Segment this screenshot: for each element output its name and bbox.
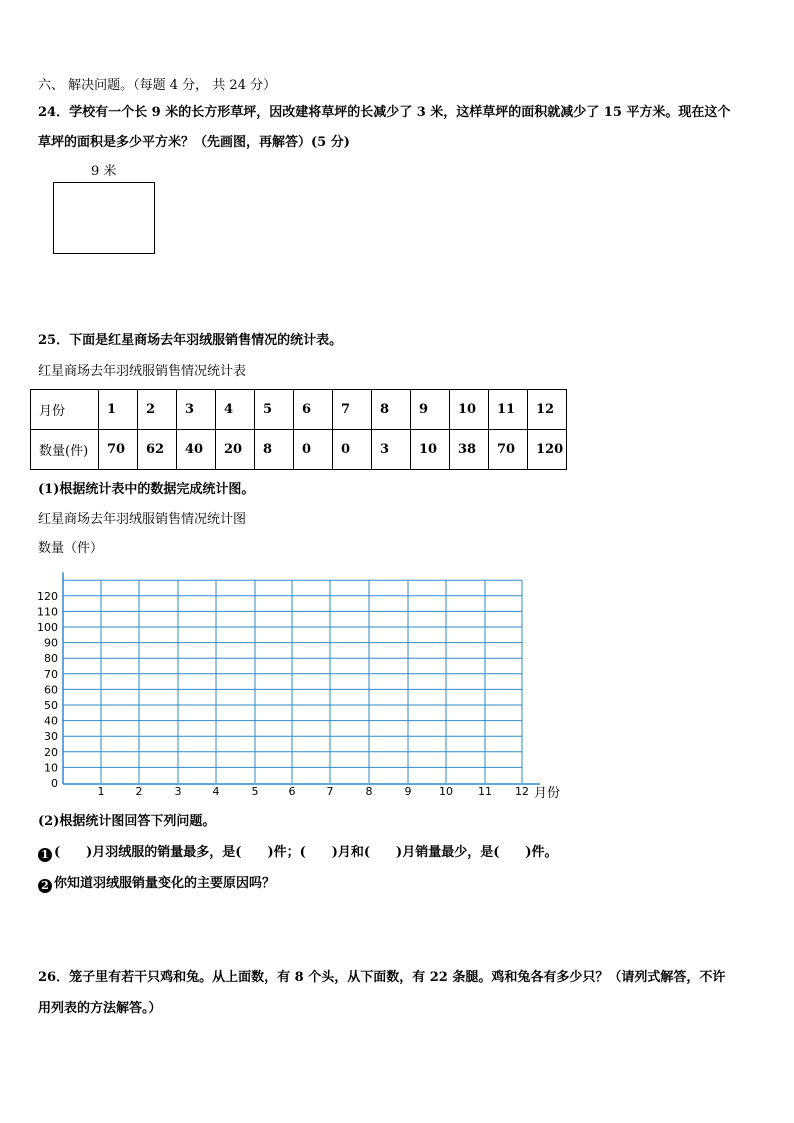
table-cell-month: 12 xyxy=(528,390,567,430)
x-tick-label: 9 xyxy=(404,785,412,798)
y-tick-label: 40 xyxy=(44,714,58,728)
table-header-month: 月份 xyxy=(31,390,99,430)
q26-text-line2: 用列表的方法解答。） xyxy=(38,1001,162,1016)
y-tick-label: 100 xyxy=(37,621,58,634)
y-tick-label: 10 xyxy=(44,761,58,775)
x-tick-label: 1 xyxy=(97,785,105,798)
q25-part2: (2)根据统计图回答下列问题。 xyxy=(38,814,216,829)
table-cell-quantity: 0 xyxy=(333,430,372,470)
y-axis-label: 数量（件） xyxy=(38,541,104,556)
table-cell-quantity: 40 xyxy=(177,430,216,470)
table-cell-month: 6 xyxy=(294,390,333,430)
table-cell-quantity: 0 xyxy=(294,430,333,470)
x-tick-label: 5 xyxy=(251,785,259,798)
table-cell-month: 3 xyxy=(177,390,216,430)
x-tick-label: 2 xyxy=(135,785,143,798)
q24-text-line2: 草坪的面积是多少平方米？（先画图，再解答）(5 分) xyxy=(38,135,350,150)
chart-title: 红星商场去年羽绒服销售情况统计图 xyxy=(38,512,247,527)
q25-part1: (1)根据统计表中的数据完成统计图。 xyxy=(38,482,255,497)
table-cell-month: 2 xyxy=(138,390,177,430)
table-cell-quantity: 70 xyxy=(489,430,528,470)
x-axis-label: 月份 xyxy=(534,786,561,801)
x-tick-label: 10 xyxy=(439,785,453,798)
x-tick-label: 4 xyxy=(212,785,220,798)
x-tick-label: 12 xyxy=(515,785,529,798)
table-cell-month: 4 xyxy=(216,390,255,430)
y-tick-label: 70 xyxy=(44,667,58,681)
y-tick-label: 50 xyxy=(44,699,58,712)
q25-question-a xyxy=(38,845,558,862)
q25-question-a-text: ( )月羽绒服的销量最多，是( )件；( )月和( )月销量最少，是( )件。 xyxy=(54,845,558,860)
table-cell-quantity: 3 xyxy=(372,430,411,470)
x-tick-label: 7 xyxy=(326,785,334,798)
q24-text-line1: 24．学校有一个长 9 米的长方形草坪，因改建将草坪的长减少了 3 米，这样草坪的面积就减少了 15 平方米。现在这个 xyxy=(38,105,731,120)
table-cell-quantity: 62 xyxy=(138,430,177,470)
q25-question-b xyxy=(38,876,275,893)
sales-table xyxy=(30,389,567,470)
q25-question-b-text: 你知道羽绒服销量变化的主要原因吗？ xyxy=(54,876,276,891)
table-row-quantities xyxy=(31,430,567,470)
y-tick-label: 30 xyxy=(44,730,58,744)
y-tick-label: 90 xyxy=(44,636,58,650)
table-header-quantity: 数量(件) xyxy=(31,430,99,470)
table-cell-month: 10 xyxy=(450,390,489,430)
table-cell-month: 7 xyxy=(333,390,372,430)
table-cell-quantity: 8 xyxy=(255,430,294,470)
y-tick-label: 110 xyxy=(37,605,58,619)
table-cell-quantity: 38 xyxy=(450,430,489,470)
table-row-months xyxy=(31,390,567,430)
x-tick-label: 6 xyxy=(288,785,296,798)
y-tick-label: 0 xyxy=(51,777,58,790)
q25-table-title: 红星商场去年羽绒服销售情况统计表 xyxy=(38,364,247,379)
section-heading: 六、 解决问题。（每题 4 分， 共 24 分） xyxy=(38,78,277,93)
circled-number-2-icon: 2 xyxy=(38,879,52,893)
table-cell-month: 11 xyxy=(489,390,528,430)
y-tick-label: 80 xyxy=(44,652,58,666)
table-cell-quantity: 70 xyxy=(99,430,138,470)
table-cell-quantity: 20 xyxy=(216,430,255,470)
q25-intro: 25．下面是红星商场去年羽绒服销售情况的统计表。 xyxy=(38,333,343,348)
table-cell-month: 1 xyxy=(99,390,138,430)
table-cell-month: 8 xyxy=(372,390,411,430)
y-tick-label: 60 xyxy=(44,683,58,697)
circled-number-1-icon: 1 xyxy=(38,848,52,862)
table-cell-quantity: 120 xyxy=(528,430,567,470)
x-tick-label: 11 xyxy=(478,785,492,798)
q26-text-line1: 26．笼子里有若干只鸡和兔。从上面数，有 8 个头，从下面数，有 22 条腿。鸡和兔各有多少只？（请列式解答，不许 xyxy=(38,970,726,985)
table-cell-month: 5 xyxy=(255,390,294,430)
q24-figure-label: 9 米 xyxy=(91,164,117,179)
table-cell-quantity: 10 xyxy=(411,430,450,470)
x-tick-label: 8 xyxy=(365,785,373,798)
table-cell-month: 9 xyxy=(411,390,450,430)
y-tick-label: 120 xyxy=(37,589,58,603)
lawn-rectangle-figure xyxy=(53,182,155,254)
y-tick-label: 20 xyxy=(44,745,58,759)
x-tick-label: 3 xyxy=(174,785,182,798)
